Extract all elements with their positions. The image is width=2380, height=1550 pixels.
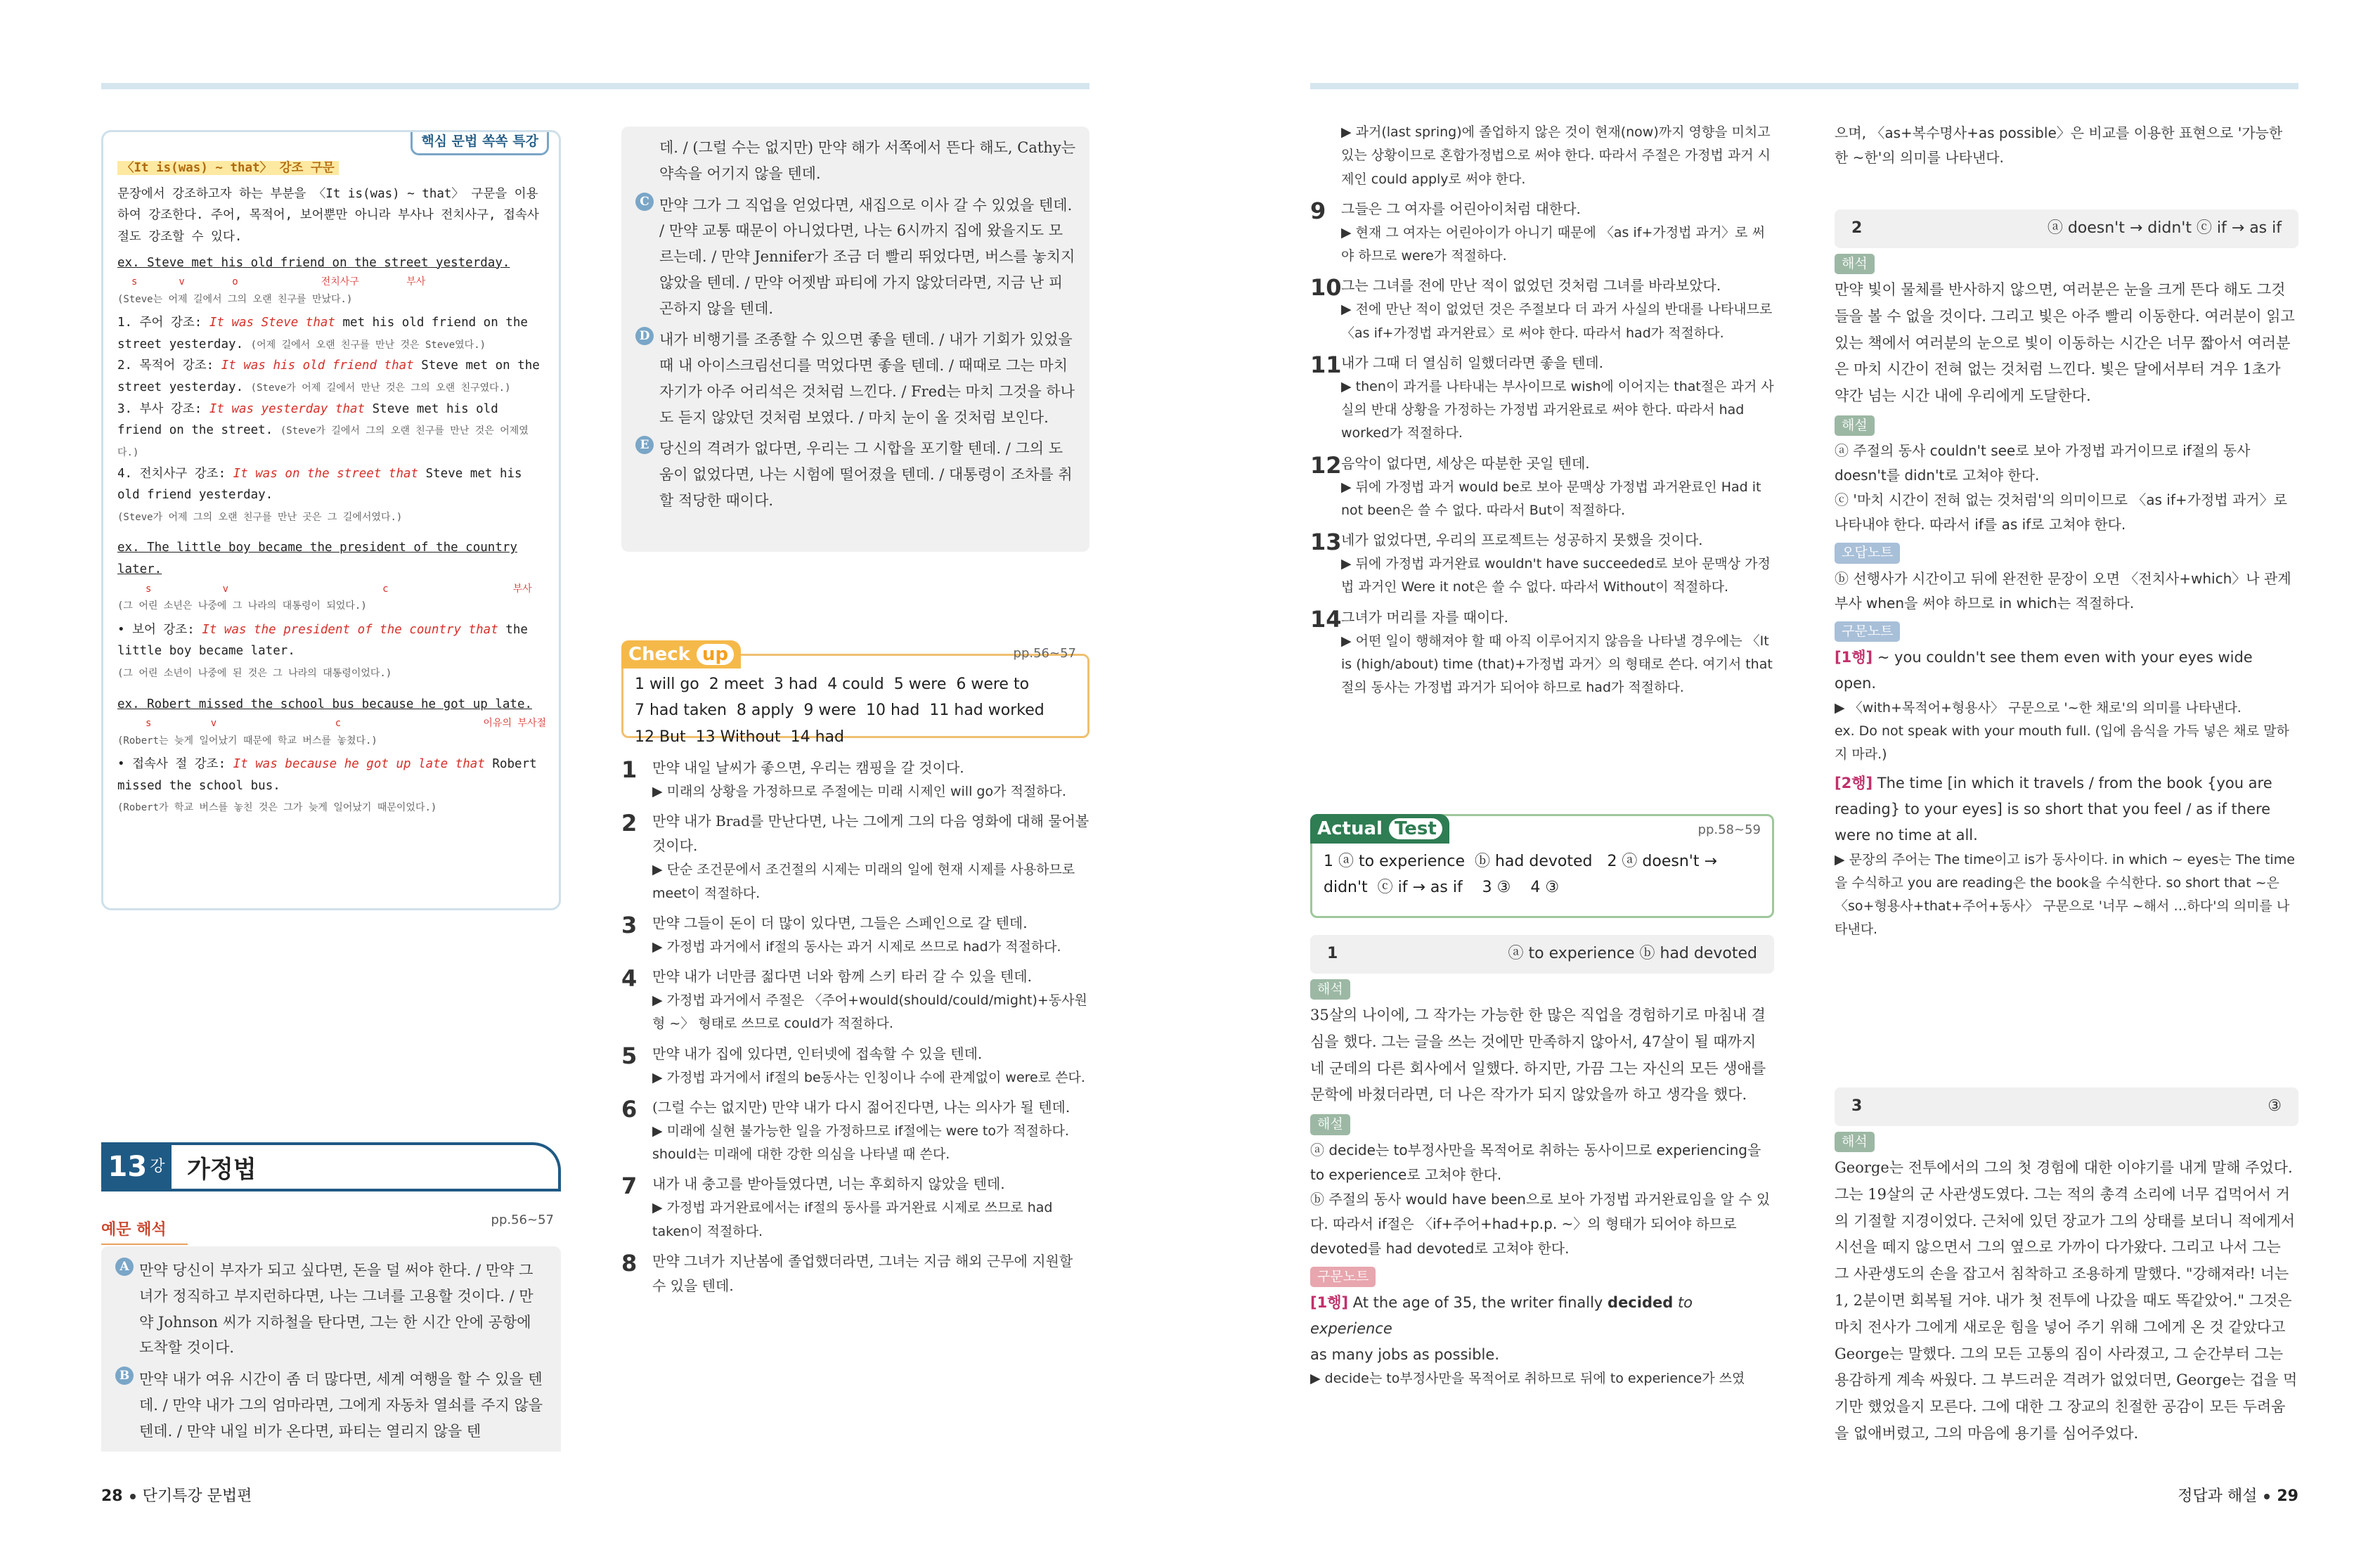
grammar-title: 〈It is(was) ~ that〉 강조 구문	[117, 161, 339, 175]
grammar-example-1: ex. Steve met his old friend on the street yesterday.	[117, 255, 510, 270]
explanation-item: 2 만약 내가 Brad를 만난다면, 나는 그에게 그의 다음 영화에 대해 물어볼 것이다. ▶ 단순 조건문에서 조건절의 시제는 미래의 일에 현재 시제를 사용하므로 meet이 적절하다.	[621, 810, 1089, 901]
example-item: C 만약 그가 그 직업을 얻었다면, 새집으로 이사 갈 수 있었을 텐데. / 만약 교통 때문이 아니었다면, 나는 6시까지 집에 왔을지도 모르는데. / 만약 Jennifer가 조금 더 빨리 뛰었다면, 버스를 놓치지 않았을 텐데. / 만약 어젯밤 파티에 가지 않았더라면, 지금 난 피곤하지 않을 텐데.	[635, 193, 1075, 322]
question-1-syntax-note: as many jobs as possible.	[1310, 1345, 1499, 1363]
wrong-answer-note-tag: 오답노트	[1835, 543, 1900, 563]
footer-left: 28 단기특강 문법편	[101, 1487, 252, 1505]
actual-test-box	[1310, 814, 1774, 918]
grammar-point: 3. 부사 강조: It was yesterday that Steve met his old friend on the street. (Steve가 길에서 그의 오랜 친구를 만난 것은 어제였다.)	[117, 401, 529, 458]
grammar-example-2: ex. The little boy became the president of the country later.	[117, 541, 517, 576]
example-pages: pp.56~57	[491, 1213, 554, 1227]
footer-right: 정답과 해설 29	[2178, 1487, 2298, 1505]
question-2-explanation: ⓒ '마치 시간이 전혀 없는 것처럼'의 의미이므로 〈as if+가정법 과거〉로 나타내야 한다. 따라서 if를 as if로 고쳐야 한다.	[1835, 491, 2287, 534]
grammar-example-3-translation: (Robert는 늦게 일어났기 때문에 학교 버스를 놓쳤다.)	[117, 735, 377, 747]
question-1-answer-bar: 1 ⓐ to experience ⓑ had devoted	[1310, 935, 1774, 974]
syntax-note-tag: 구문노트	[1835, 621, 1900, 642]
example-translation-box	[101, 1246, 561, 1452]
translation-tag: 해석	[1835, 254, 1875, 274]
syntax-note-continued: 으며, 〈as+복수명사+as possible〉은 비교를 이용한 표현으로 '가능한 한 ~한'의 의미를 나타낸다.	[1835, 124, 2283, 166]
explanation-item: 1 만약 내일 날씨가 좋으면, 우리는 캠핑을 갈 것이다. ▶ 미래의 상황을 가정하므로 주절에는 미래 시제인 will go가 적절하다.	[621, 756, 1066, 799]
question-2-explanation: ⓐ 주절의 동사 couldn't see로 보아 가정법 과거이므로 if절의 동사 doesn't를 didn't로 고쳐야 한다.	[1835, 442, 2251, 484]
explanation-item: 7 내가 내 충고를 받아들였다면, 너는 후회하지 않았을 텐데. ▶ 가정법 과거완료에서는 if절의 동사를 과거완료 시제로 쓰므로 had taken이 적절하다.	[621, 1173, 1053, 1239]
checkup-title: Check up	[621, 640, 741, 669]
grammar-example-3: ex. Robert missed the school bus because he got up late.	[117, 697, 533, 711]
grammar-point: 4. 전치사구 강조: It was on the street that Steve met his old friend yesterday. (Steve가 어제 그의 오랜 친구를 만난 곳은 그 길에서였다.)	[117, 466, 522, 523]
checkup-answers-line: 1 will go 2 meet 3 had 4 could 5 were 6 were to	[635, 676, 1030, 693]
grammar-intro: 문장에서 강조하고자 하는 부분을 〈It is(was) ~ that〉 구문을 이용하여 강조한다. 주어, 목적어, 보어뿐만 아니라 부사나 전치사구, 접속사 절도 강조할 수 있다.	[117, 186, 539, 244]
grammar-example-3-parts: s v c 이유의 부사절	[145, 718, 547, 730]
question-1-explanation: ⓑ 주절의 동사 would have been으로 보아 가정법 과거완료임을 알 수 있다. 따라서 if절은 〈if+주어+had+p.p. ~〉의 형태가 되어야 하므로 devoted를 had devoted로 고쳐야 한다.	[1310, 1190, 1771, 1257]
explanation-item: 10 그는 그녀를 전에 만난 적이 없었던 것처럼 그녀를 바라보았다. ▶ 전에 만난 적이 없었던 것은 주절보다 더 과거 사실의 반대를 나타내므로 〈as if+가정법 과거완료〉로 써야 한다. 따라서 had가 적절하다.	[1310, 274, 1773, 341]
example-item: D 내가 비행기를 조종할 수 있으면 좋을 텐데. / 내가 기회가 있었을 때 내 아이스크림선디를 먹었다면 좋을 텐데. / 때때로 그는 마치 자기가 아주 어리석은 것처럼 느낀다. / Fred는 마치 그것을 하나도 듣지 않았던 것처럼 보였다. / 마치 눈이 올 것처럼 보인다.	[635, 327, 1075, 430]
explanation-item: 14 그녀가 머리를 자를 때이다. ▶ 어떤 일이 행해져야 할 때 아직 이루어지지 않음을 나타낼 경우에는 〈It is (high/about) time (that)+가정법 과거〉의 형태로 쓴다. 여기서 that절의 동사는 가정법 과거가 되어야 하므로 had가 적절하다.	[1310, 605, 1773, 695]
translation-tag: 해석	[1835, 1132, 1875, 1152]
explanation-tag: 해설	[1310, 1114, 1350, 1135]
question-2-syntax-note: ▶ 〈with+목적어+형용사〉 구문으로 '~한 채로'의 의미를 나타낸다.	[1835, 699, 2242, 716]
column-1	[101, 130, 561, 1452]
example-translation-continued	[621, 127, 1089, 552]
actual-test-answers-line: didn't ⓒ if → as if 3 ③ 4 ③	[1324, 879, 1560, 897]
grammar-point: • 접속사 절 강조: It was because he got up late that Robert missed the school bus. (Robert가 학교 버스를 놓친 것은 그가 늦게 일어났기 때문이었다.)	[117, 757, 537, 814]
grammar-point: • 보어 강조: It was the president of the country that the little boy became later. (그 어린 소년이 나중에 된 것은 그 나라의 대통령이었다.)	[117, 622, 528, 679]
explanation-tag: 해설	[1835, 415, 1875, 436]
explanation-item: 13 네가 없었다면, 우리의 프로젝트는 성공하지 못했을 것이다. ▶ 뒤에 가정법 과거완료 wouldn't have succeeded로 보아 문맥상 가정법 과거인 Were it not은 쓸 수 없다. 따라서 Without이 적절하다.	[1310, 529, 1771, 595]
column-3	[1310, 121, 1774, 1452]
question-1-section	[1310, 935, 1774, 1391]
question-3-answer-bar: 3 ③	[1835, 1087, 2298, 1126]
grammar-badge: 핵심 문법 쏙쏙 특강	[410, 130, 549, 155]
question-2-section	[1835, 209, 2298, 942]
actual-test-title: Actual Test	[1310, 814, 1449, 844]
top-rule-left	[101, 83, 1089, 89]
translation-tag: 해석	[1310, 979, 1350, 1000]
explanation-item: 11 내가 그때 더 열심히 일했더라면 좋을 텐데. ▶ then이 과거를 나타내는 부사이므로 wish에 이어지는 that절은 과거 사실의 반대 상황을 가정하는 가정법 과거완료로 써야 한다. 따라서 had worked가 적절하다.	[1310, 351, 1774, 441]
grammar-example-2-translation: (그 어린 소년은 나중에 그 나라의 대통령이 되었다.)	[117, 600, 367, 612]
checkup-answers-line: 7 had taken 8 apply 9 were 10 had 11 had worked	[635, 702, 1045, 720]
example-item: 데. / (그럴 수는 없지만) 만약 해가 서쪽에서 뜬다 해도, Cathy는 약속을 어기지 않을 텐데.	[659, 139, 1075, 182]
question-2-syntax-note: [2행] The time [in which it travels / from the book {you are reading} to your eyes] is so short that you feel / as if there were no time at all.	[1835, 775, 2272, 844]
grammar-point: 1. 주어 강조: It was Steve that met his old friend on the street yesterday. (어제 길에서 오랜 친구를 만난 것은 Steve였다.)	[117, 316, 528, 351]
explanation-item: 4 만약 내가 너만큼 젊다면 너와 함께 스키 타러 갈 수 있을 텐데. ▶ 가정법 과거에서 주절은 〈주어+would(should/could/might)+동사원형 ~〉 형태로 쓰므로 could가 적절하다.	[621, 965, 1087, 1032]
question-2-wrong-answer-note: ⓑ 선행사가 시간이고 뒤에 완전한 문장이 오면 〈전치사+which〉나 관계부사 when을 써야 하므로 in which는 적절하다.	[1835, 569, 2291, 612]
lesson-title: 가정법	[187, 1156, 257, 1184]
checkup-pages: pp.56~57	[1013, 646, 1076, 661]
example-label: 예문 해석	[101, 1217, 188, 1245]
checkup-answers-line: 12 But 13 Without 14 had	[635, 728, 844, 746]
question-3-translation: George는 전투에서의 그의 첫 경험에 대한 이야기를 내게 말해 주었다. 그는 19살의 군 사관생도였다. 그는 적의 총격 소리에 너무 겁먹어서 거의 기절할 지경이었다. 근처에 있던 장교가 그의 상태를 보더니 적에게서 시선을 떼지 않으면서 그의 옆으로 가까이 다가왔다. 그리고 나서 그는 그 사관생도의 손을 잡고서 침착하고 조용하게 말했다. "강해져라! 너는 1, 2분이면 회복될 거야. 내가 첫 전투에 나갔을 때도 똑같았어." 그것은 마치 전사가 그에게 새로운 힘을 넣어 주기 위해 그에게 온 것 같았다고 George는 말했다. 그의 모든 고통의 짐이 사라졌고, 그 순간부터 그는 용감하게 계속 싸웠다. 그 부드러운 격려가 없었더면, George는 겁을 먹기만 했었을지 모른다. 그에 대한 그 장교의 친절한 공감이 모든 두려움을 없애버렸고, 그의 마음에 용기를 심어주었다.	[1835, 1158, 2298, 1442]
column-4	[1835, 121, 2298, 1452]
explanation-item: 3 만약 그들이 돈이 더 많이 있다면, 그들은 스페인으로 갈 텐데. ▶ 가정법 과거에서 if절의 동사는 과거 시제로 쓰므로 had가 적절하다.	[621, 911, 1061, 955]
grammar-example-1-translation: (Steve는 어제 길에서 그의 오랜 친구를 만났다.)	[117, 293, 353, 305]
grammar-box	[101, 130, 561, 910]
actual-test-answers-line: 1 ⓐ to experience ⓑ had devoted 2 ⓐ doesn't →	[1324, 853, 1717, 870]
grammar-example-2-parts: s v c 부사	[145, 583, 532, 595]
top-rule-right	[1310, 83, 2298, 89]
question-1-explanation: ⓐ decide는 to부정사만을 목적어로 취하는 동사이므로 experiencing을 to experience로 고쳐야 한다.	[1310, 1141, 1761, 1183]
explanation-item: 12 음악이 없다면, 세상은 따분한 곳일 텐데. ▶ 뒤에 가정법 과거 would be로 보아 문맥상 가정법 과거완료인 Had it not been은 쓸 수 없다. 따라서 But이 적절하다.	[1310, 451, 1761, 518]
grammar-point: 2. 목적어 강조: It was his old friend that Steve met on the street yesterday. (Steve가 어제 길에서 만난 것은 그의 오랜 친구였다.)	[117, 359, 540, 394]
question-1-syntax-note: [1행] At the age of 35, the writer finally decided to experience	[1310, 1294, 1693, 1337]
checkup-box	[621, 644, 1089, 746]
explanation-item: 9 그들은 그 여자를 어린아이처럼 대한다. ▶ 현재 그 여자는 어린아이가 아니기 때문에 〈as if+가정법 과거〉로 써야 하므로 were가 적절하다.	[1310, 197, 1765, 264]
question-2-translation: 만약 빛이 물체를 반사하지 않으면, 여러분은 눈을 크게 뜬다 해도 그것들을 볼 수 없을 것이다. 그리고 빛은 아주 빨리 이동한다. 여러분이 읽고 있는 책에서 여러분의 눈으로 빛이 이동하는 시간은 너무 짧아서 여러분은 마치 시간이 전혀 없는 것처럼 느낀다. 빛은 달에서부터 겨우 1초가 약간 넘는 시간 내에 우리에게 도달한다.	[1835, 280, 2295, 405]
explanation-item: 6 (그럴 수는 없지만) 만약 내가 다시 젊어진다면, 나는 의사가 될 텐데. ▶ 미래에 실현 불가능한 일을 가정하므로 if절에는 were to가 적절하다. should는 미래에 대한 강한 의심을 나타낼 때 쓴다.	[621, 1095, 1071, 1162]
question-2-syntax-note: [1행] ~ you couldn't see them even with your eyes wide open.	[1835, 649, 2253, 692]
question-3-section	[1835, 1087, 2298, 1447]
question-1-translation: 35살의 나이에, 그 작가는 가능한 한 많은 직업을 경험하기로 마침내 결심을 했다. 그는 글을 쓰는 것에만 만족하지 않아서, 47살이 될 때까지 네 군데의 다른 회사에서 일했다. 하지만, 가끔 그는 자신의 모든 생애를 문학에 바쳤더라면, 더 나은 작가가 되지 않았을까 하고 생각을 했다.	[1310, 1006, 1766, 1104]
lesson-number-badge: 13 강	[101, 1142, 172, 1191]
column-2	[621, 127, 1089, 1452]
explanation-item: 5 만약 내가 집에 있다면, 인터넷에 접속할 수 있을 텐데. ▶ 가정법 과거에서 if절의 be동사는 인칭이나 수에 관계없이 were로 쓴다.	[621, 1042, 1085, 1085]
question-2-syntax-note: ▶ 문장의 주어는 The time이고 is가 동사이다. in which ~ eyes는 The time을 수식하고 you are reading은 the book을 수식한다. so short that ~은 〈so+형용사+that+주어+동사〉 구문으로 '너무 ~해서 …하다'의 의미를 나타낸다.	[1835, 851, 2295, 938]
example-item: A 만약 당신이 부자가 되고 싶다면, 돈을 덜 써야 한다. / 만약 그녀가 정직하고 부지런하다면, 나는 그녀를 고용할 것이다. / 만약 Johnson 씨가 지하철을 탄다면, 그는 한 시간 안에 공항에 도착할 것이다.	[115, 1258, 547, 1361]
example-item: B 만약 내가 여유 시간이 좀 더 많다면, 세계 여행을 할 수 있을 텐데. / 만약 내가 그의 엄마라면, 그에게 자동차 열쇠를 주지 않을 텐데. / 만약 내일 비가 온다면, 파티는 열리지 않을 텐	[115, 1367, 547, 1444]
explanation-continued: ▶ 과거(last spring)에 졸업하지 않은 것이 현재(now)까지 영향을 미치고 있는 상황이므로 혼합가정법으로 써야 한다. 따라서 주절은 가정법 과거 시제인 could apply로 써야 한다.	[1341, 124, 1771, 187]
explanation-item: 8 만약 그녀가 지난봄에 졸업했더라면, 그녀는 지금 해외 근무에 지원할 수 있을 텐데.	[621, 1249, 1073, 1294]
example-item: E 당신의 격려가 없다면, 우리는 그 시합을 포기할 텐데. / 그의 도움이 없었다면, 나는 시험에 떨어졌을 텐데. / 대통령이 조차를 취할 적당한 때이다.	[635, 436, 1075, 513]
question-2-syntax-note: ex. Do not speak with your mouth full. (입에 음식을 가득 넣은 채로 말하지 마라.)	[1835, 723, 2289, 763]
question-2-answer-bar: 2 ⓐ doesn't → didn't ⓒ if → as if	[1835, 209, 2298, 248]
syntax-note-tag: 구문노트	[1310, 1267, 1376, 1287]
lesson-header	[101, 1142, 561, 1191]
question-1-syntax-note: ▶ decide는 to부정사만을 목적어로 취하므로 뒤에 to experience가 쓰였	[1310, 1371, 1745, 1387]
grammar-example-1-parts: s v o 전치사구 부사	[131, 276, 426, 288]
actual-test-pages: pp.58~59	[1697, 822, 1761, 837]
checkup-explanations	[621, 756, 1089, 1304]
